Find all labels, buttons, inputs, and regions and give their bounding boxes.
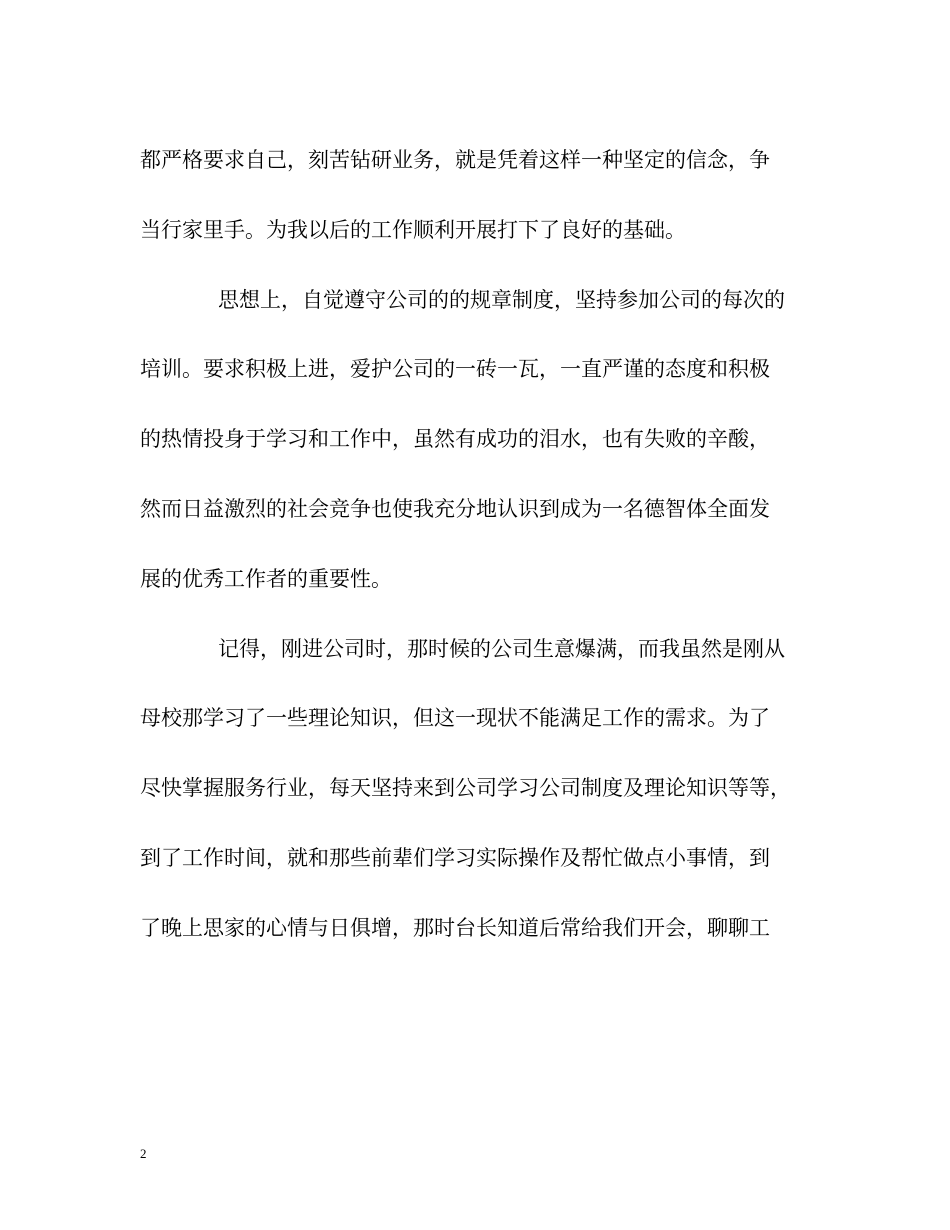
text-line: 尽快掌握服务行业，每天坚持来到公司学习公司制度及理论知识等等， — [140, 776, 791, 800]
text-line: 然而日益激烈的社会竞争也使我充分地认识到成为一名德智体全面发 — [140, 497, 770, 521]
text-line: 了晚上思家的心情与日俱增，那时台长知道后常给我们开会，聊聊工 — [140, 916, 770, 940]
text-line: 展的优秀工作者的重要性。 — [140, 567, 392, 591]
page-number: 2 — [140, 1146, 147, 1161]
text-line: 培训。要求积极上进，爱护公司的一砖一瓦，一直严谨的态度和积极 — [140, 357, 770, 381]
text-line: 当行家里手。为我以后的工作顺利开展打下了良好的基础。 — [140, 218, 686, 242]
text-line: 都严格要求自己，刻苦钻研业务，就是凭着这样一种坚定的信念，争 — [140, 148, 770, 172]
text-line: 到了工作时间，就和那些前辈们学习实际操作及帮忙做点小事情，到 — [140, 846, 770, 870]
text-line: 的热情投身于学习和工作中，虽然有成功的泪水，也有失败的辛酸， — [140, 427, 770, 451]
text-line: 母校那学习了一些理论知识，但这一现状不能满足工作的需求。为了 — [140, 706, 770, 730]
paragraph-first-line: 思想上，自觉遵守公司的的规章制度，坚持参加公司的每次的 — [218, 288, 785, 312]
paragraph-first-line: 记得，刚进公司时，那时候的公司生意爆满，而我虽然是刚从 — [218, 637, 785, 661]
